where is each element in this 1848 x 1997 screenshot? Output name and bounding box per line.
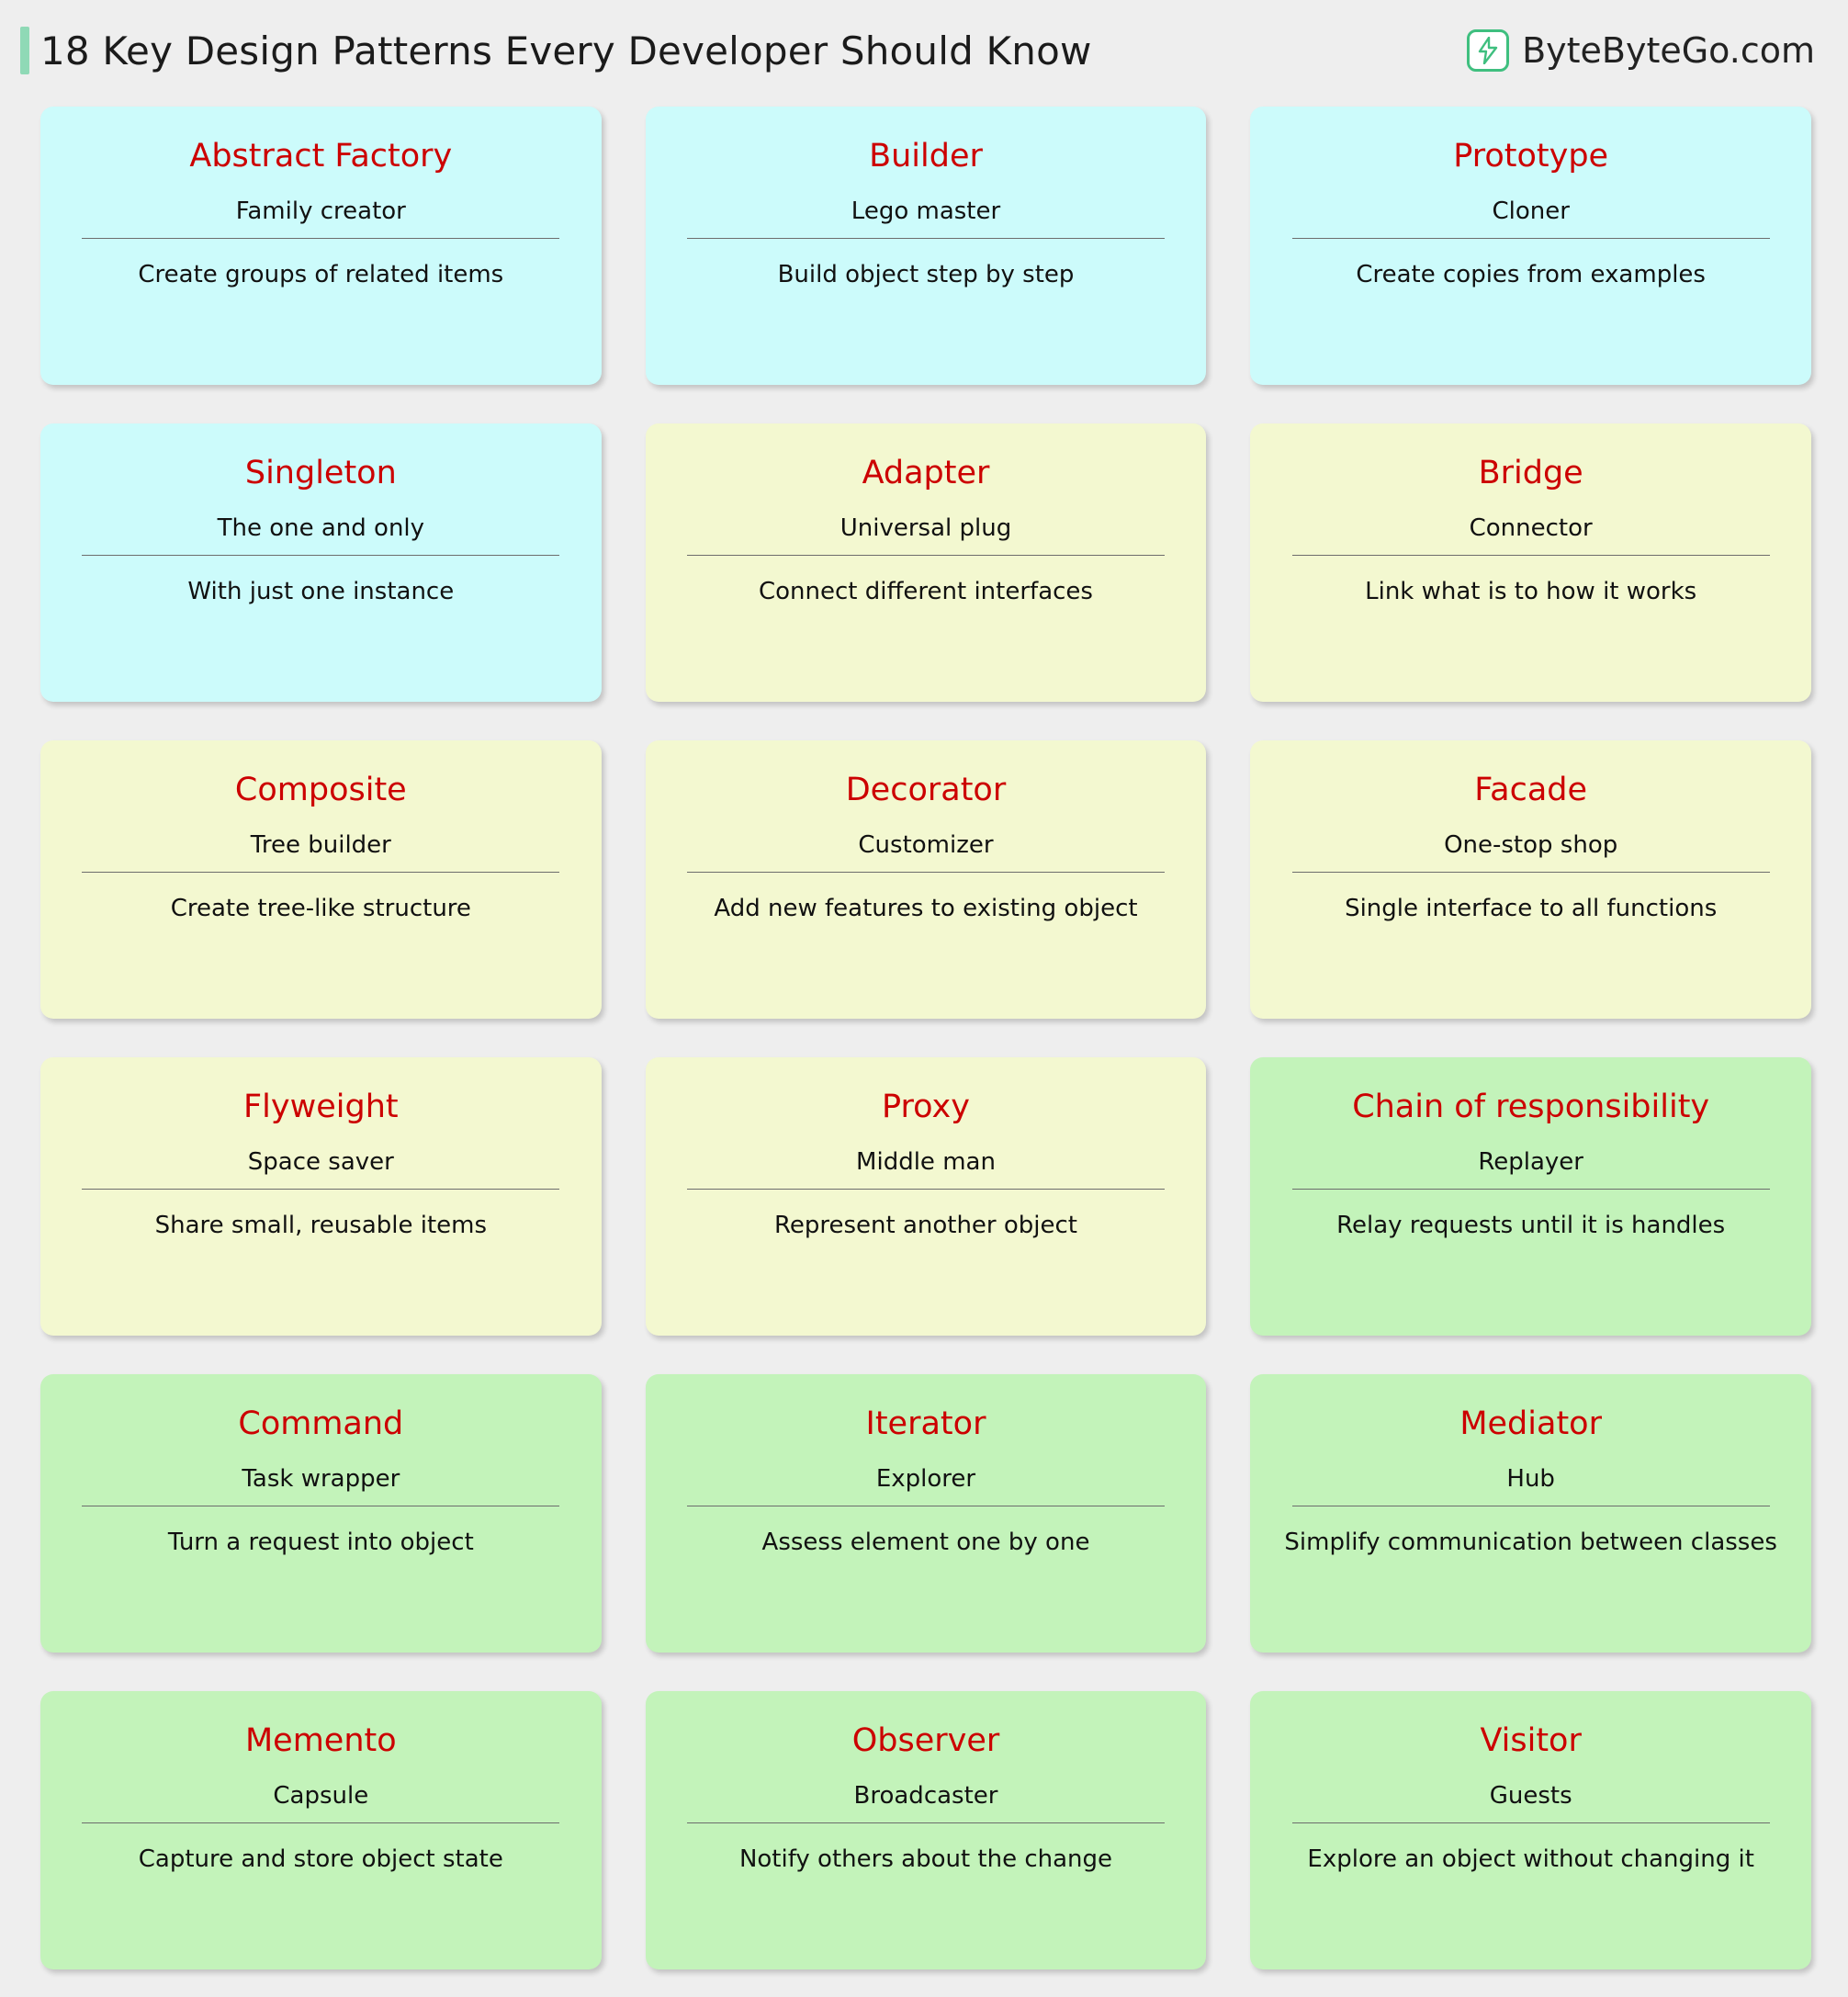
pattern-subtitle: Explorer — [875, 1464, 976, 1493]
title-accent-bar — [20, 27, 29, 74]
pattern-title: Flyweight — [243, 1089, 399, 1125]
pattern-description: Single interface to all functions — [1345, 894, 1718, 922]
pattern-title: Decorator — [845, 772, 1007, 808]
pattern-title: Abstract Factory — [189, 138, 453, 175]
pattern-subtitle: Broadcaster — [853, 1781, 998, 1810]
pattern-card — [1250, 423, 1811, 702]
pattern-title: Builder — [869, 138, 983, 175]
pattern-divider — [1292, 555, 1770, 556]
pattern-title: Chain of responsibility — [1352, 1089, 1710, 1125]
pattern-card — [40, 423, 602, 702]
pattern-subtitle: Connector — [1469, 513, 1593, 542]
pattern-card — [646, 107, 1207, 385]
pattern-divider — [687, 238, 1165, 239]
pattern-divider — [82, 1822, 559, 1823]
pattern-description: Add new features to existing object — [714, 894, 1138, 922]
pattern-description: Create tree-like structure — [170, 894, 471, 922]
pattern-title: Adapter — [862, 455, 990, 491]
pattern-card — [40, 740, 602, 1019]
pattern-divider — [82, 872, 559, 873]
pattern-divider — [687, 555, 1165, 556]
pattern-card — [1250, 740, 1811, 1019]
pattern-title: Mediator — [1459, 1405, 1602, 1442]
pattern-description: Relay requests until it is handles — [1336, 1211, 1726, 1239]
pattern-card — [40, 1691, 602, 1969]
header — [0, 0, 1848, 101]
pattern-subtitle: Space saver — [247, 1147, 394, 1176]
pattern-subtitle: Capsule — [273, 1781, 369, 1810]
pattern-description: Assess element one by one — [761, 1528, 1090, 1556]
pattern-subtitle: Cloner — [1492, 197, 1570, 225]
brand-name: ByteByteGo.com — [1522, 30, 1815, 71]
pattern-card — [646, 1057, 1207, 1336]
pattern-description: Create groups of related items — [138, 260, 504, 288]
pattern-card — [40, 1057, 602, 1336]
pattern-subtitle: Task wrapper — [242, 1464, 400, 1493]
pattern-subtitle: Tree builder — [250, 830, 391, 859]
pattern-divider — [1292, 1189, 1770, 1190]
pattern-divider — [1292, 872, 1770, 873]
pattern-card-grid — [0, 101, 1848, 1997]
pattern-card — [1250, 1057, 1811, 1336]
pattern-subtitle: Customizer — [858, 830, 994, 859]
pattern-card — [646, 1691, 1207, 1969]
pattern-divider — [1292, 238, 1770, 239]
bytebytego-logo-icon — [1467, 29, 1509, 72]
pattern-divider — [687, 1822, 1165, 1823]
page-title: 18 Key Design Patterns Every Developer Should Know — [40, 28, 1092, 73]
pattern-description: Simplify communication between classes — [1284, 1528, 1777, 1556]
brand — [1467, 29, 1815, 72]
pattern-description: Create copies from examples — [1356, 260, 1706, 288]
pattern-divider — [82, 555, 559, 556]
pattern-subtitle: One-stop shop — [1444, 830, 1618, 859]
pattern-card — [1250, 1374, 1811, 1653]
pattern-description: Capture and store object state — [138, 1845, 503, 1873]
pattern-title: Memento — [244, 1722, 397, 1759]
pattern-title: Singleton — [244, 455, 397, 491]
pattern-title: Iterator — [865, 1405, 986, 1442]
pattern-title: Prototype — [1453, 138, 1609, 175]
pattern-subtitle: Replayer — [1478, 1147, 1583, 1176]
pattern-card — [646, 423, 1207, 702]
pattern-divider — [82, 238, 559, 239]
pattern-subtitle: The one and only — [217, 513, 425, 542]
pattern-subtitle: Family creator — [235, 197, 406, 225]
pattern-title: Visitor — [1480, 1722, 1582, 1759]
pattern-card — [40, 107, 602, 385]
pattern-title: Proxy — [882, 1089, 970, 1125]
pattern-card — [646, 740, 1207, 1019]
pattern-subtitle: Guests — [1489, 1781, 1572, 1810]
pattern-subtitle: Lego master — [851, 197, 1001, 225]
pattern-card — [1250, 107, 1811, 385]
pattern-divider — [82, 1189, 559, 1190]
pattern-divider — [687, 872, 1165, 873]
pattern-description: With just one instance — [187, 577, 455, 605]
pattern-card — [1250, 1691, 1811, 1969]
pattern-description: Explore an object without changing it — [1307, 1845, 1754, 1873]
pattern-title: Bridge — [1478, 455, 1583, 491]
pattern-description: Represent another object — [773, 1211, 1078, 1239]
pattern-divider — [687, 1189, 1165, 1190]
pattern-description: Link what is to how it works — [1365, 577, 1697, 605]
pattern-title: Facade — [1474, 772, 1588, 808]
pattern-card — [646, 1374, 1207, 1653]
pattern-description: Turn a request into object — [167, 1528, 474, 1556]
pattern-title: Command — [238, 1405, 404, 1442]
pattern-divider — [1292, 1822, 1770, 1823]
pattern-description: Share small, reusable items — [154, 1211, 488, 1239]
pattern-subtitle: Universal plug — [839, 513, 1012, 542]
pattern-title: Observer — [851, 1722, 1000, 1759]
pattern-description: Connect different interfaces — [759, 577, 1093, 605]
pattern-subtitle: Hub — [1506, 1464, 1555, 1493]
pattern-card — [40, 1374, 602, 1653]
pattern-title: Composite — [234, 772, 407, 808]
pattern-subtitle: Middle man — [856, 1147, 996, 1176]
pattern-description: Notify others about the change — [738, 1845, 1113, 1873]
pattern-description: Build object step by step — [777, 260, 1075, 288]
